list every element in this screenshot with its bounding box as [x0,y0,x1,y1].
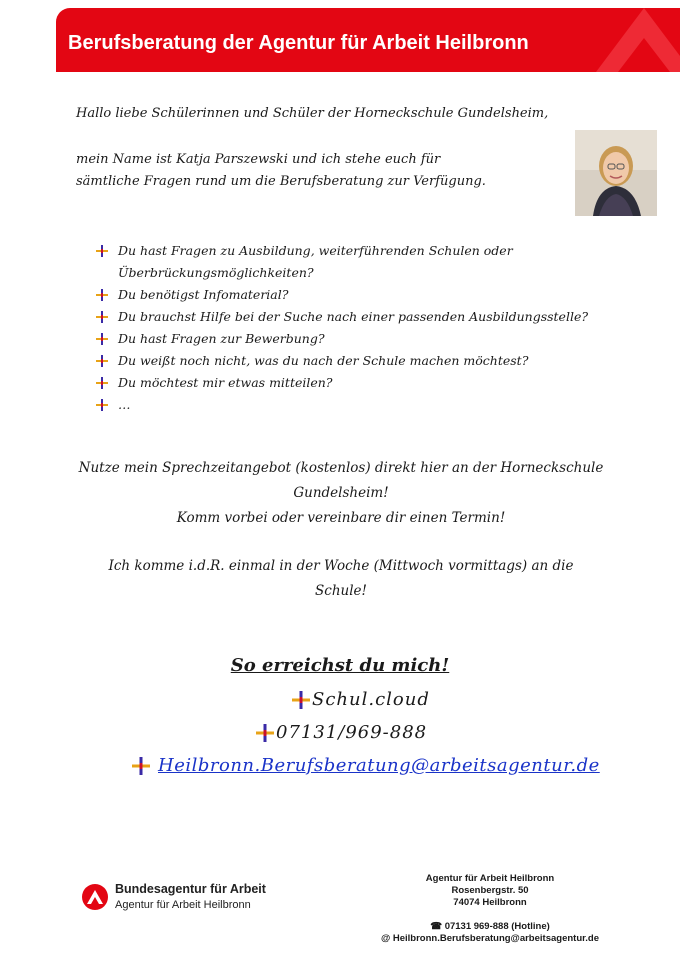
advisor-photo [575,130,657,216]
agency-logo-icon [82,884,108,910]
footer-phone [360,921,620,933]
cross-bullet-icon [96,328,118,350]
agency-mark-decoration [566,8,680,72]
cross-bullet-icon [96,240,118,262]
contact-heading: So erreichst du mich! [230,655,450,676]
address-line: 74074 Heilbronn [453,897,527,908]
contact-email [132,755,600,776]
list-item-text: Du möchtest mir etwas mitteilen? [118,375,333,390]
address-line: Rosenbergstr. 50 [451,885,529,896]
page-title: Berufsberatung der Agentur für Arbeit Heilbronn [68,32,529,54]
agency-logo [82,882,266,911]
cross-bullet-icon [132,757,150,775]
schedule-line: Ich komme i.d.R. einmal in der Woche (Mittwoch vormittags) an die [108,558,574,574]
list-item-text: Du hast Fragen zu Ausbildung, weiterführenden Schulen oder [118,243,513,258]
cross-bullet-icon [96,350,118,372]
list-item-text: Du benötigst Infomaterial? [118,287,289,302]
cross-bullet-icon [96,284,118,306]
offer-line: Komm vorbei oder vereinbare dir einen Termin! [176,510,506,526]
at-icon: @ [380,933,391,944]
phone-number: 07131/969-888 [276,722,428,743]
footer-email [360,933,620,945]
phone-icon: ☎ [430,921,443,932]
list-item [96,284,588,306]
intro-line: mein Name ist Katja Parszewski und ich stehe euch für [76,152,441,167]
logo-subtitle: Agentur für Arbeit Heilbronn [115,899,251,911]
list-item [96,394,588,416]
email-link[interactable]: Heilbronn.Berufsberatung@arbeitsagentur.de [158,755,600,776]
list-item [96,350,588,372]
logo-title: Bundesagentur für Arbeit [115,882,266,896]
cross-bullet-icon [292,691,310,709]
address-line: Agentur für Arbeit Heilbronn [425,873,555,884]
list-item [96,240,588,284]
intro-text [76,149,486,193]
footer-address [400,873,580,909]
question-list [96,240,588,416]
contact-phone [256,722,427,743]
list-item [96,372,588,394]
schedule-note [76,554,606,604]
offer-line: Nutze mein Sprechzeitangebot (kostenlos) direkt hier an der Horneckschule [78,460,604,476]
contact-schulcloud [292,689,430,710]
schulcloud-label: Schul.cloud [312,689,430,710]
list-item [96,328,588,350]
list-item-text: Du hast Fragen zur Bewerbung? [118,331,325,346]
list-item [96,306,588,328]
footer-phone-text: 07131 969-888 (Hotline) [444,921,550,932]
greeting-text: Hallo liebe Schülerinnen und Schüler der Horneckschule Gundelsheim, [76,106,549,121]
offer-line: Gundelsheim! [293,485,389,501]
schedule-line: Schule! [315,583,367,599]
cross-bullet-icon [256,724,274,742]
cross-bullet-icon [96,372,118,394]
footer-contact [360,921,620,945]
office-hours-offer [76,456,606,531]
list-item-text: Du weißt noch nicht, was du nach der Schule machen möchtest? [118,353,529,368]
header-banner [56,8,680,72]
intro-line: sämtliche Fragen rund um die Berufsberatung zur Verfügung. [76,174,486,189]
list-item-text: … [118,397,131,412]
list-item-text: Du brauchst Hilfe bei der Suche nach einer passenden Ausbildungsstelle? [118,309,589,324]
footer-email-text[interactable]: Heilbronn.Berufsberatung@arbeitsagentur.de [392,933,600,944]
cross-bullet-icon [96,306,118,328]
list-item-text: Überbrückungsmöglichkeiten? [118,265,314,280]
cross-bullet-icon [96,394,118,416]
